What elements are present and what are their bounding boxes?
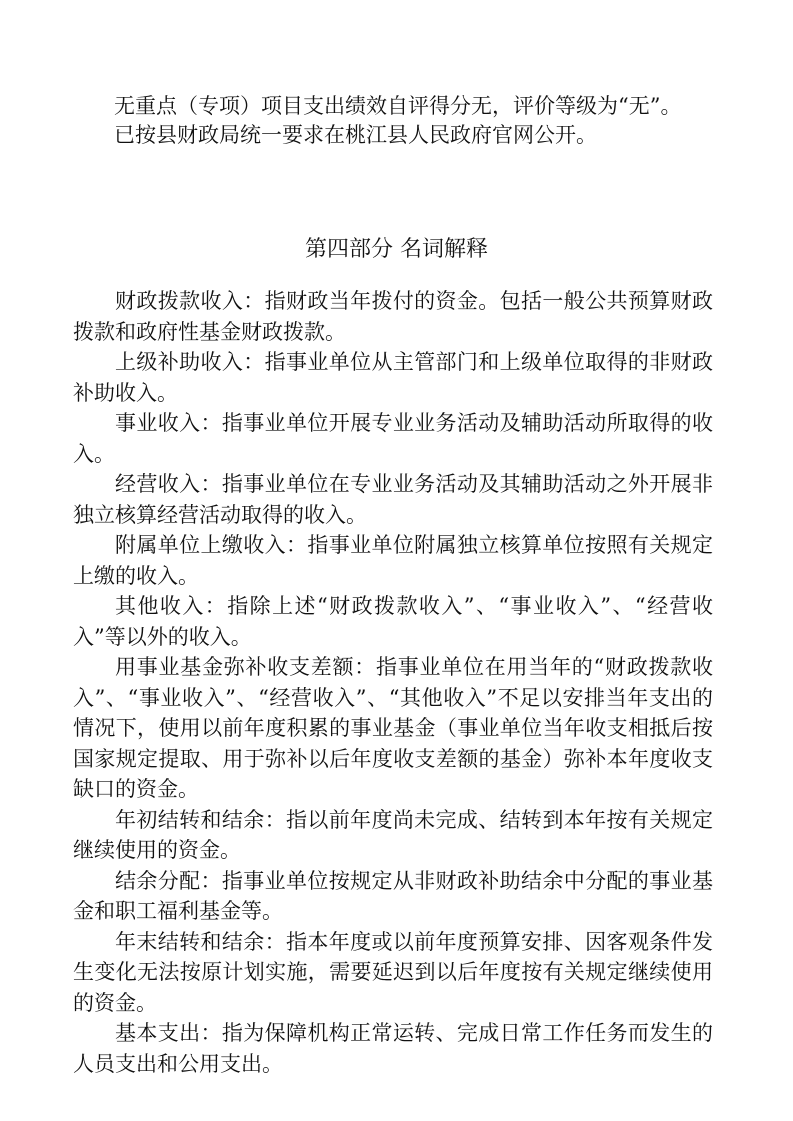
- intro-line-1: 无重点（专项）项目支出绩效自评得分无，评价等级为“无”。: [114, 94, 682, 118]
- definition-paragraph: 附属单位上缴收入：指事业单位附属独立核算单位按照有关规定上缴的收入。: [73, 533, 713, 588]
- definition-paragraph: 基本支出：指为保障机构正常运转、完成日常工作任务而发生的人员支出和公用支出。: [73, 1021, 713, 1076]
- definition-paragraph: 其他收入：指除上述“财政拨款收入”、“事业收入”、“经营收入”等以外的收入。: [73, 594, 713, 649]
- intro-line-2: 已按县财政局统一要求在桃江县人民政府官网公开。: [114, 123, 597, 147]
- section-title: 第四部分 名词解释: [305, 237, 488, 262]
- definition-paragraph: 经营收入：指事业单位在专业业务活动及其辅助活动之外开展非独立核算经营活动取得的收入。: [73, 472, 713, 527]
- definition-paragraph: 年初结转和结余：指以前年度尚未完成、结转到本年按有关规定继续使用的资金。: [73, 807, 713, 862]
- definition-paragraph: 财政拨款收入：指财政当年拨付的资金。包括一般公共预算财政拨款和政府性基金财政拨款。: [73, 289, 713, 344]
- definition-paragraph: 年末结转和结余：指本年度或以前年度预算安排、因客观条件发生变化无法按原计划实施，需要延迟到以后年度按有关规定继续使用的资金。: [73, 929, 713, 1015]
- intro-text: [70, 92, 730, 150]
- definitions-list: [73, 286, 713, 1079]
- definition-paragraph: 结余分配：指事业单位按规定从非财政补助结余中分配的事业基金和职工福利基金等。: [73, 868, 713, 923]
- definition-paragraph: 用事业基金弥补收支差额：指事业单位在用当年的“财政拨款收入”、“事业收入”、“经营收入”、“其他收入”不足以安排当年支出的情况下，使用以前年度积累的事业基金（事业单位当年收支相抵后按国家规定提取、用于弥补以后年度收支差额的基金）弥补本年度收支缺口的资金。: [73, 655, 713, 801]
- definition-paragraph: 上级补助收入：指事业单位从主管部门和上级单位取得的非财政补助收入。: [73, 350, 713, 405]
- definition-paragraph: 事业收入：指事业单位开展专业业务活动及辅助活动所取得的收入。: [73, 411, 713, 466]
